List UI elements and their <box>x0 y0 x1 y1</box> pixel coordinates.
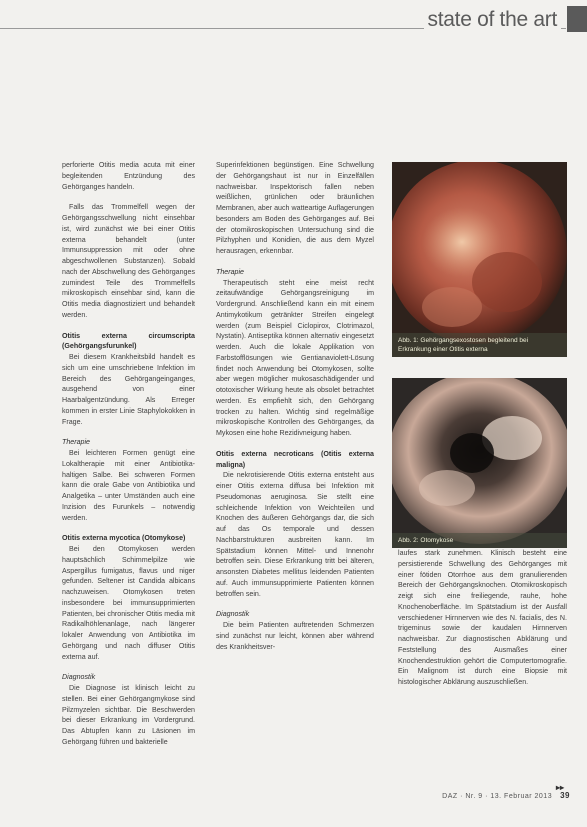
subheading-italic: Therapie <box>216 267 244 276</box>
next-page-arrow-icon: ▸▸ <box>556 783 565 792</box>
paragraph: Die nekrotisierende Otitis externa entsteht aus einer Otitis externa diffusa bei Infektion mit Pseudomonas aeruginosa. Sie stellt eine schleichende Infektion von Weichteilen und Knochen des äußeren Gehörgangs dar, die sich auf das Os temporale und dessen Nachbarstrukturen ausbreiten kann. Im Spätstadium können Mittel- und Innenohr betroffen sein. Diese Erkrankung tritt bei älteren, ansonsten Diabetes mellitus leidenden Patienten auf. Auch immunsupprimierte Patienten können betroffen sein. <box>216 471 374 598</box>
paragraph: Therapeutisch steht eine meist recht zeitaufwändige Gehörgangsreinigung im Vordergrund. Anschließend kann ein mit einem Antimykotikum getränkter Streifen eingelegt werden (zum Beispiel Ciclopirox, Clotrimazol, Nystatin). Antiseptika können alternativ eingesetzt werden. Auch die lokale Applikation von Farbstofflösungen wie Gentianaviolett-Lösung findet noch Anwendung bei Otomykosen, sollte aber wegen möglicher mukosaschädigender und ototoxischer Wirkung heute als obsolet betrachtet werden. Es empfiehlt sich, den Gehörgang trocken zu halten. Wichtig sind regelmäßige mikroskopische Kontrollen des Gehörganges, da Mykosen eine hohe Rezidivneigung haben. <box>216 278 374 437</box>
subheading: Otitis externa circumscripta (Gehörgangsfurunkel) <box>62 331 195 351</box>
subheading-italic: Diagnostik <box>216 610 250 619</box>
ear-canal-photo-1 <box>392 162 567 357</box>
subheading-italic: Diagnostik <box>62 673 96 682</box>
text-column-3 <box>398 548 567 688</box>
subheading: Otitis externa necroticans (Otitis externa maligna) <box>216 449 374 469</box>
page-number: 39 <box>560 791 570 800</box>
paragraph: perforierte Otitis media acuta mit einer begleitenden Entzündung des Gehörganges handeln. <box>62 161 195 191</box>
running-header <box>0 6 587 31</box>
subheading-italic: Therapie <box>62 438 90 447</box>
paragraph: laufes stark zunehmen. Klinisch besteht eine persistierende Schwellung des Gehörganges mit einer fötiden Otorrhoe aus dem granulierenden Bereich der Gehörgangsknochen. Otomikroskopisch zeigt sich eine freiliegende, rauhe, hohe Knochenoberfläche. Im Spätstadium ist der Ausfall verschiedener Hirnnerven wie des N. facialis, des N. trigeminus sowie der kaudalen Hirnnerven nachweisbar. Zur diagnostischen Abklärung und Feststellung des Ausmaßes einer Knochendestruktion gehört die Computertomografie. Ein Malignom ist durch eine Biopsie mit histologischer Abklärung auszuschließen. <box>398 549 567 686</box>
figure-1-photo <box>392 162 567 357</box>
paragraph: Bei diesem Krankheitsbild handelt es sich um eine umschriebene Infektion im Bereich des Gehörgangeinganges, ausgehend von einer Haarbalgentzündung. Als Erreger kommen in erster Linie Staphylokokken in Frage. <box>62 353 195 426</box>
figure-caption: Abb. 2: Otomykose <box>392 533 567 548</box>
paragraph: Superinfektionen begünstigen. Eine Schwellung der Gehörgangshaut ist nur in Einzelfällen nachweisbar. Inspektorisch fallen neben weißlichen, grünlichen oder bräunlichen Membranen, aber auch watteartige Auflagerungen besonders am Boden des Gehörganges auf. Bei der otomikroskopischen Untersuchung sind die Pilzhyphen und Konidien, die aus dem Myzel herausragen, erkennbar. <box>216 161 374 255</box>
paragraph: Falls das Trommelfell wegen der Gehörgangsschwellung nicht einsehbar ist, wird zunächst wie bei einer Otitis externa behandelt (unter Immunsuppression mit oder ohne abgeschwollenen Substanzen). Sobald nach der Abschwellung des Gehörganges zumindest Teile des Trommelfells mikroskopisch einsehbar sind, kann die Otitis media diagnostiziert und behandelt werden. <box>62 203 195 319</box>
ear-canal-photo-2 <box>392 378 567 548</box>
subheading: Otitis externa mycotica (Otomykose) <box>62 534 186 543</box>
paragraph: Die Diagnose ist klinisch leicht zu stellen. Bei einer Gehörgangmykose sind Pilzmyzelen sichtbar. Die Beschwerden bei dieser Erkrankung im Vordergrund. Das Abtupfen kann zu Läsionen im Gehörgang führen und bakterielle <box>62 684 195 746</box>
header-tab-block <box>567 6 587 32</box>
page-footer <box>400 791 570 800</box>
paragraph: Bei den Otomykosen werden hauptsächlich Schimmelpilze wie Aspergillus fumigatus, flavus und niger gefunden. Seltener ist Candida albicans nachzuweisen. Otomykosen treten insbesondere bei immunsupprimierten Patienten, bei chronischer Otitis media mit Radikalhöhlenanlage, nach längerer lokaler Anwendung von Antibiotika im Gehörgang und nach diffuser Otitis externa auf. <box>62 545 195 661</box>
text-column-2 <box>216 160 374 652</box>
paragraph: Bei leichteren Formen genügt eine Lokaltherapie mit einer Antibiotika-haltigen Salbe. Bei schweren Formen kann die orale Gabe von Antibiotika und Analgetika – unter Umständen auch eine Inzision des Furunkels – notwendig werden. <box>62 449 195 522</box>
figure-caption: Abb. 1: Gehörgangsexostosen begleitend bei Erkrankung einer Otitis externa <box>392 333 567 357</box>
text-column-1 <box>62 160 195 748</box>
figure-2-photo <box>392 378 567 548</box>
paragraph: Die beim Patienten auftretenden Schmerzen sind zunächst nur leicht, können aber während des Krankheitsver- <box>216 621 374 651</box>
section-title: state of the art <box>424 8 561 32</box>
journal-citation: DAZ · Nr. 9 · 13. Februar 2013 <box>442 793 553 800</box>
